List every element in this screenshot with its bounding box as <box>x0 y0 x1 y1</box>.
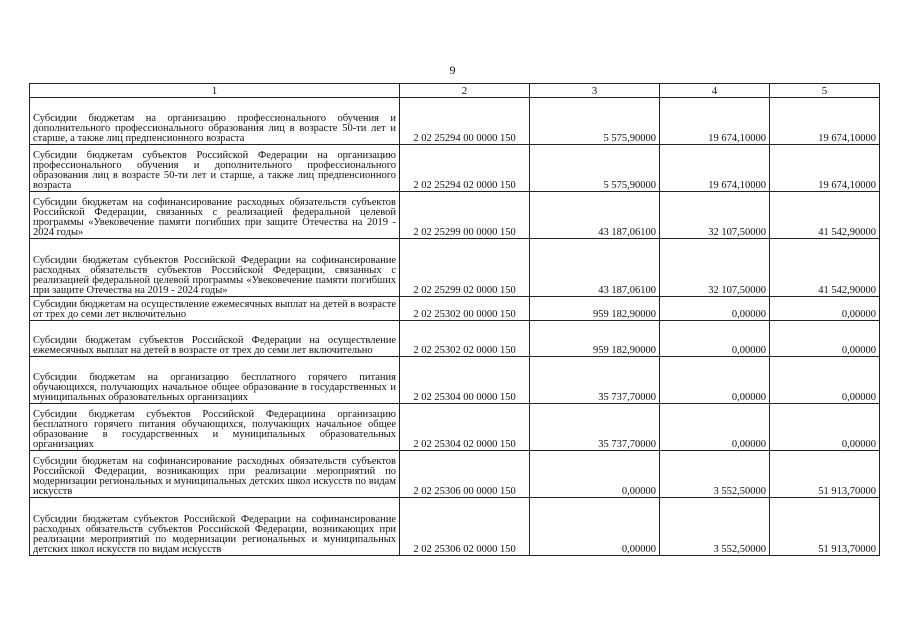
row-value-col5: 0,00000 <box>770 321 880 357</box>
page-number: 9 <box>449 63 456 77</box>
row-description: Субсидии бюджетам на софинансирование расходных обязательств субъектов Российской Федерации, связанных с реализацией федеральной целевой программы «Увековечение памяти погибших при защите Отечества на 2019 - 2024 годы» <box>30 192 400 239</box>
row-description: Субсидии бюджетам на организацию профессионального обучения и дополнительного профессионального образования лиц в возрасте 50-ти лет и старше, а также лиц предпенсионного возраста <box>30 98 400 145</box>
row-description: Субсидии бюджетам субъектов Российской Федерации на софинансирование расходных обязательств субъектов Российской Федерации, связанных с реализацией федеральной целевой программы «Увековечение памяти погибших при защите Отечества на 2019 - 2024 годы» <box>30 239 400 297</box>
row-code: 2 02 25304 02 0000 150 <box>400 404 530 451</box>
row-code: 2 02 25306 00 0000 150 <box>400 451 530 498</box>
row-value-col3: 0,00000 <box>530 451 660 498</box>
table-row <box>30 192 880 239</box>
row-value-col5: 41 542,90000 <box>770 239 880 297</box>
row-value-col3: 43 187,06100 <box>530 192 660 239</box>
row-value-col5: 51 913,70000 <box>770 498 880 556</box>
row-value-col4: 19 674,10000 <box>660 98 770 145</box>
budget-table <box>29 83 880 556</box>
row-value-col4: 3 552,50000 <box>660 451 770 498</box>
row-value-col5: 41 542,90000 <box>770 192 880 239</box>
row-value-col3: 5 575,90000 <box>530 98 660 145</box>
row-value-col5: 0,00000 <box>770 357 880 404</box>
row-value-col3: 959 182,90000 <box>530 321 660 357</box>
row-code: 2 02 25294 02 0000 150 <box>400 145 530 192</box>
row-code: 2 02 25302 00 0000 150 <box>400 297 530 321</box>
table-row <box>30 321 880 357</box>
table-row <box>30 498 880 556</box>
row-code: 2 02 25294 00 0000 150 <box>400 98 530 145</box>
table-row <box>30 297 880 321</box>
row-description: Субсидии бюджетам субъектов Российской Федерации на софинансирование расходных обязательств субъектов Российской Федерации, возникающих при реализации мероприятий по модернизации региональных и муниципальных детских школ искусств по видам искусств <box>30 498 400 556</box>
row-value-col4: 3 552,50000 <box>660 498 770 556</box>
column-header-2: 2 <box>400 84 530 98</box>
row-value-col3: 35 737,70000 <box>530 357 660 404</box>
column-header-5: 5 <box>770 84 880 98</box>
row-code: 2 02 25306 02 0000 150 <box>400 498 530 556</box>
row-value-col3: 959 182,90000 <box>530 297 660 321</box>
row-value-col5: 51 913,70000 <box>770 451 880 498</box>
row-value-col5: 0,00000 <box>770 404 880 451</box>
row-code: 2 02 25299 02 0000 150 <box>400 239 530 297</box>
row-value-col5: 0,00000 <box>770 297 880 321</box>
row-value-col3: 5 575,90000 <box>530 145 660 192</box>
row-value-col3: 43 187,06100 <box>530 239 660 297</box>
row-value-col4: 19 674,10000 <box>660 145 770 192</box>
row-description: Субсидии бюджетам субъектов Российской Федерации на организацию профессионального обучения и дополнительного профессионального образования лиц в возрасте 50-ти лет и старше, а также лиц предпенсионного возраста <box>30 145 400 192</box>
row-value-col4: 0,00000 <box>660 297 770 321</box>
row-code: 2 02 25304 00 0000 150 <box>400 357 530 404</box>
table-row <box>30 145 880 192</box>
row-code: 2 02 25302 02 0000 150 <box>400 321 530 357</box>
table-row <box>30 357 880 404</box>
row-description: Субсидии бюджетам на осуществление ежемесячных выплат на детей в возрасте от трех до семи лет включительно <box>30 297 400 321</box>
row-value-col4: 0,00000 <box>660 321 770 357</box>
table-row <box>30 98 880 145</box>
row-value-col4: 32 107,50000 <box>660 192 770 239</box>
row-value-col3: 0,00000 <box>530 498 660 556</box>
row-value-col5: 19 674,10000 <box>770 145 880 192</box>
table-row <box>30 451 880 498</box>
row-value-col3: 35 737,70000 <box>530 404 660 451</box>
row-value-col5: 19 674,10000 <box>770 98 880 145</box>
row-description: Субсидии бюджетам субъектов Российской Федерации на осуществление ежемесячных выплат на детей в возрасте от трех до семи лет включительно <box>30 321 400 357</box>
table-row <box>30 404 880 451</box>
column-header-3: 3 <box>530 84 660 98</box>
table-header-row <box>30 84 880 98</box>
column-header-4: 4 <box>660 84 770 98</box>
row-description: Субсидии бюджетам на софинансирование расходных обязательств субъектов Российской Федерации, возникающих при реализации мероприятий по модернизации региональных и муниципальных детских школ искусств по видам искусств <box>30 451 400 498</box>
row-value-col4: 0,00000 <box>660 404 770 451</box>
column-header-1: 1 <box>30 84 400 98</box>
row-description: Субсидии бюджетам на организацию бесплатного горячего питания обучающихся, получающих начальное общее образование в государственных и муниципальных образовательных организациях <box>30 357 400 404</box>
table-row <box>30 239 880 297</box>
row-value-col4: 32 107,50000 <box>660 239 770 297</box>
row-value-col4: 0,00000 <box>660 357 770 404</box>
row-code: 2 02 25299 00 0000 150 <box>400 192 530 239</box>
row-description: Субсидии бюджетам субъектов Российской Федерациина организацию бесплатного горячего питания обучающихся, получающих начальное общее образование в государственных и муниципальных образовательных организациях <box>30 404 400 451</box>
